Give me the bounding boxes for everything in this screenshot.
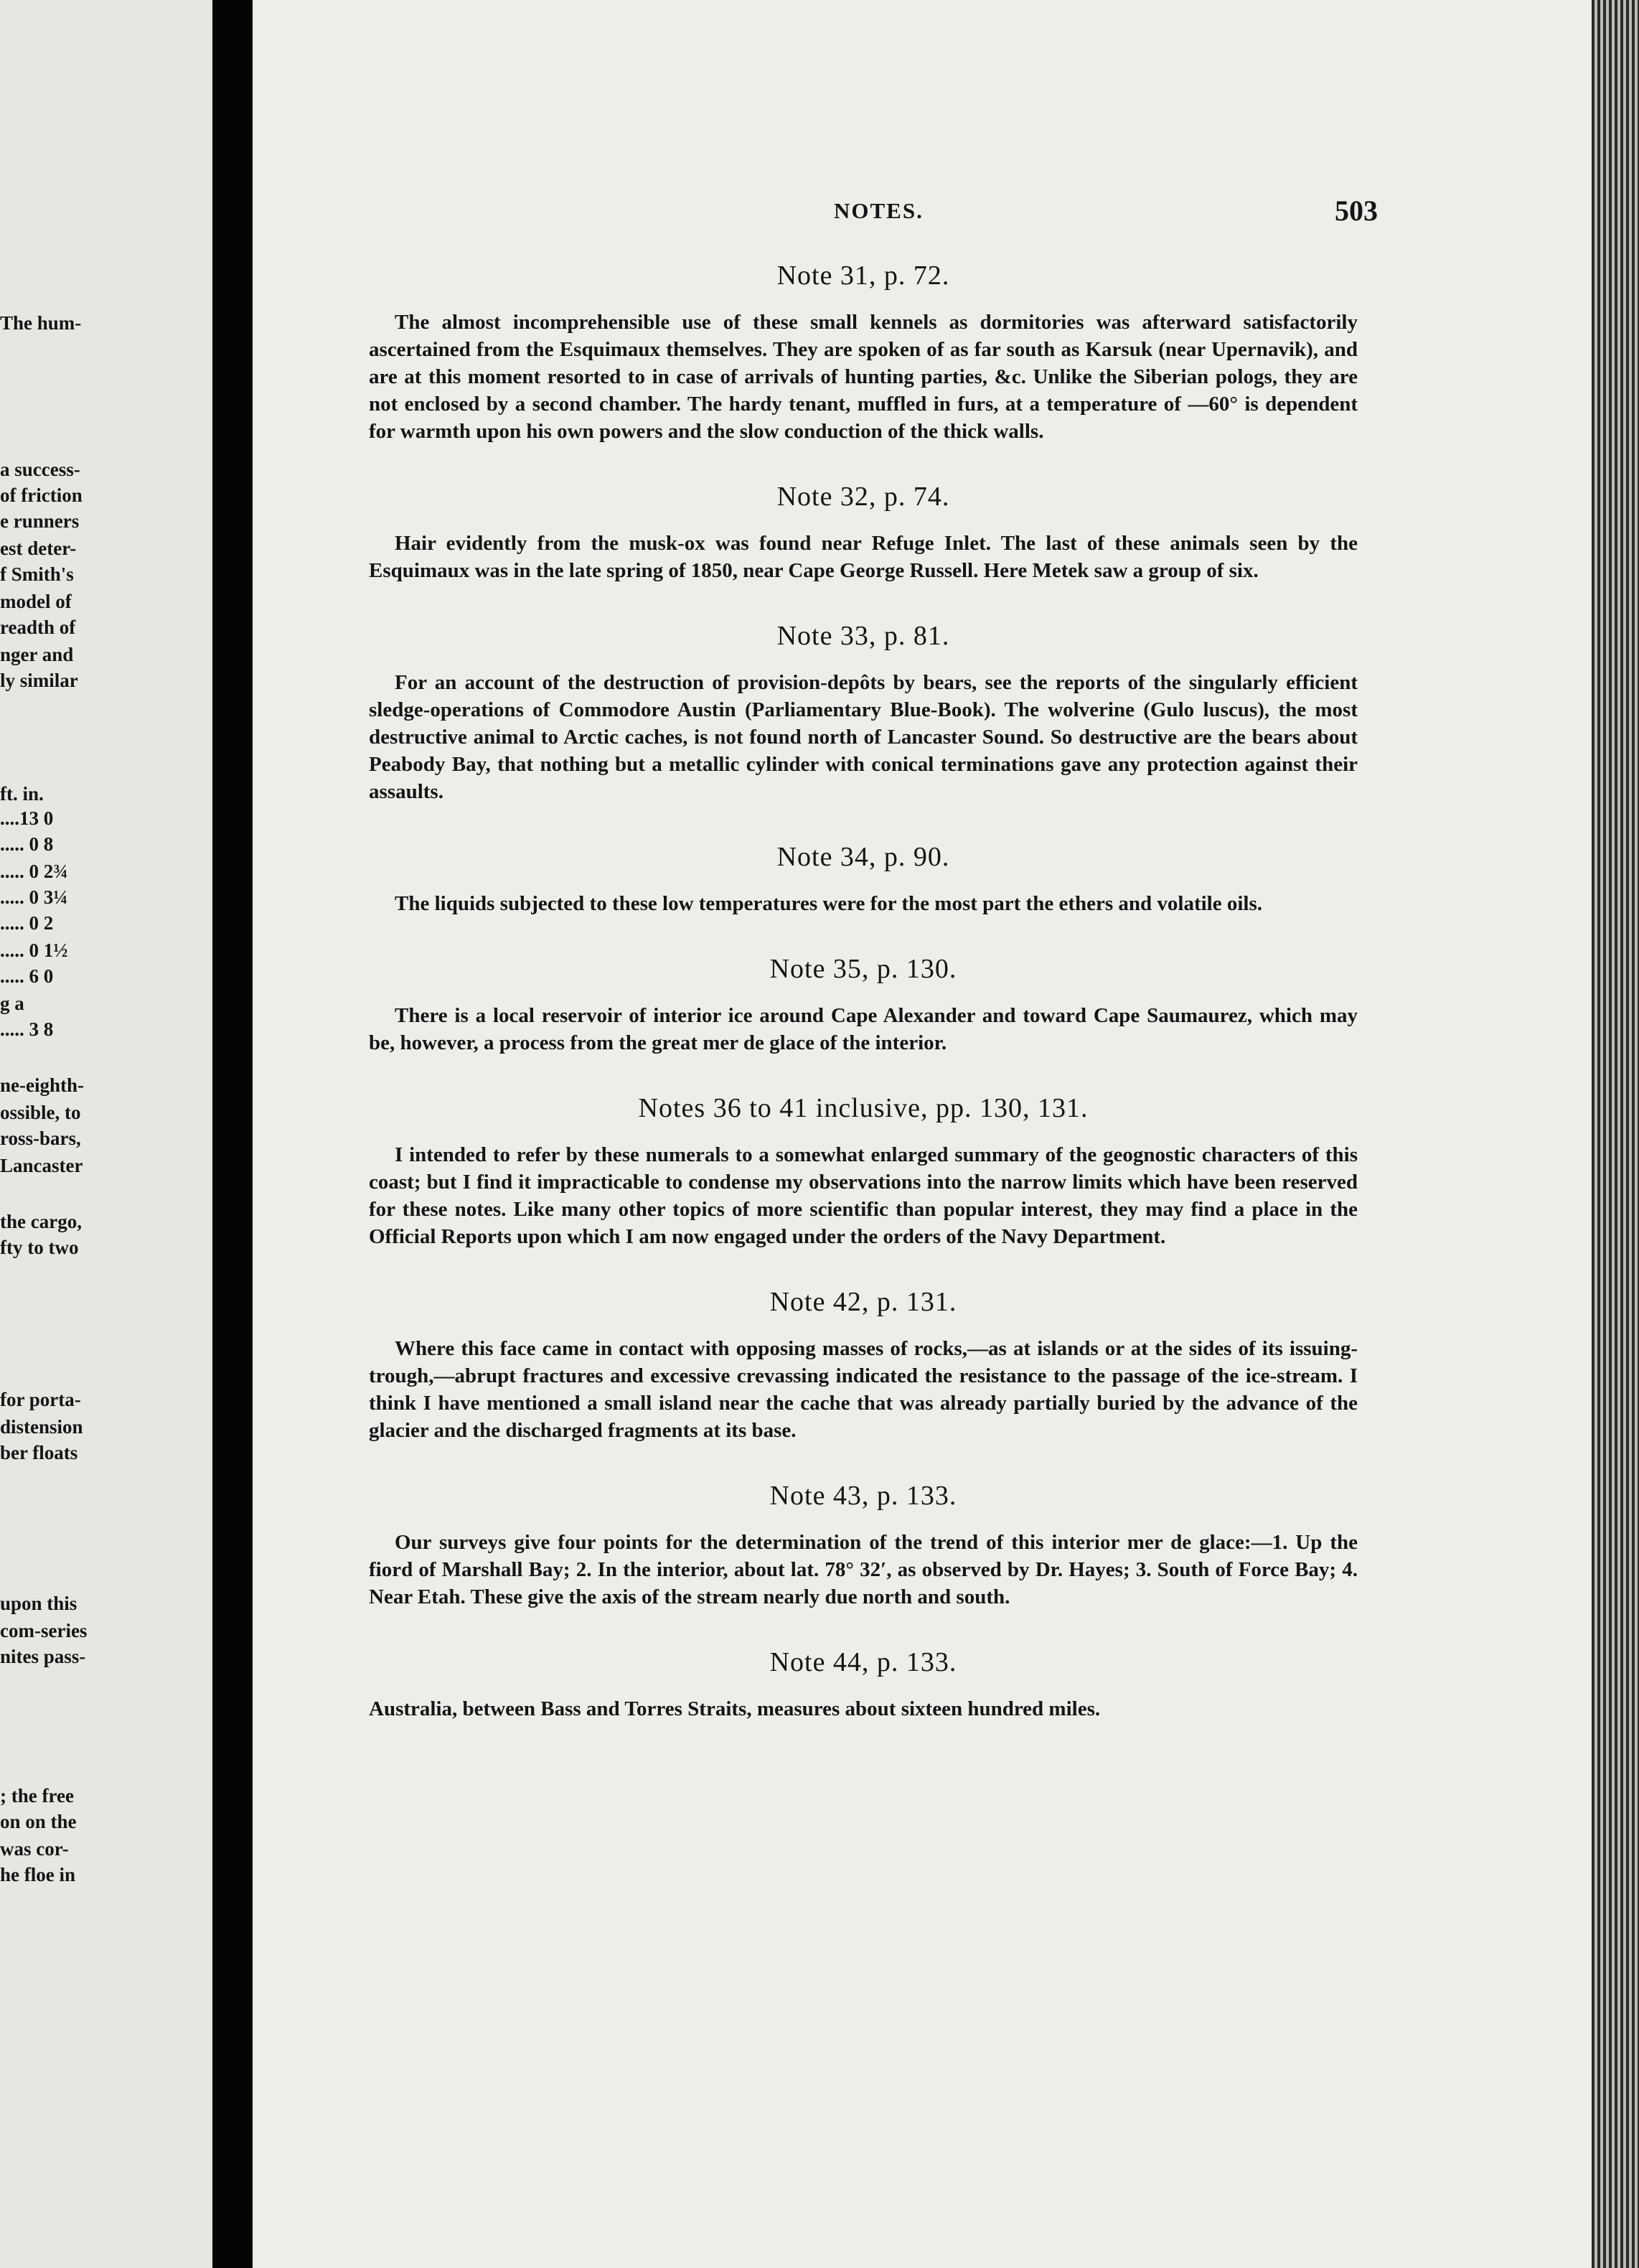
facing-page-text-fragment: ....13 0	[0, 807, 54, 829]
facing-page-text-fragment: ..... 0 1½	[0, 939, 68, 961]
note-heading: Note 31, p. 72.	[776, 261, 950, 291]
note-text: Where this face came in contact with opposing masses of rocks,—as at islands or at the sides of its issuing-trough,—abrupt fractures and excessive crevassing indicated the resistance to the passage of the ice-stream. I think I have mentioned a small island near the cache that was already partially buried by the advance of the glacier and the discharged fragments at its base.	[369, 1337, 1358, 1442]
note-heading: Note 43, p. 133.	[769, 1481, 957, 1511]
facing-page-text-fragment: readth of	[0, 617, 76, 638]
note-text: Hair evidently from the musk-ox was found near Refuge Inlet. The last of these animals seen by the Esquimaux was in the late spring of 1850, near Cape George Russell. Here Metek saw a group of six.	[369, 532, 1358, 582]
book-gutter	[212, 0, 253, 2268]
facing-page-text-fragment: g a	[0, 993, 24, 1014]
facing-page-text-fragment: ne-eighth-	[0, 1074, 84, 1096]
note-text: There is a local reservoir of interior ice around Cape Alexander and toward Cape Saumaurez, which may be, however, a process from the great mer de glace of the interior.	[369, 1004, 1358, 1054]
facing-page-text-fragment: of friction	[0, 484, 83, 506]
note-31	[369, 260, 1358, 445]
facing-page-text-fragment: Lancaster	[0, 1155, 83, 1176]
running-title: NOTES.	[834, 198, 924, 223]
facing-page-text-fragment: f Smith's	[0, 563, 74, 585]
facing-page-text-fragment: est deter-	[0, 538, 77, 559]
note-43	[369, 1480, 1358, 1611]
note-35	[369, 953, 1358, 1056]
note-32	[369, 481, 1358, 584]
facing-page-text-fragment: fty to two	[0, 1237, 79, 1258]
note-33	[369, 620, 1358, 805]
facing-page-text-fragment: the cargo,	[0, 1211, 82, 1232]
facing-page-text-fragment: ..... 0 2	[0, 912, 54, 934]
note-heading: Note 44, p. 133.	[769, 1647, 957, 1677]
page-edges	[1592, 0, 1639, 2268]
facing-page-text-fragment: ..... 0 3¼	[0, 886, 68, 908]
note-heading: Note 42, p. 131.	[769, 1287, 957, 1317]
facing-page-text-fragment: for porta-	[0, 1389, 81, 1410]
facing-page-text-fragment: ly similar	[0, 670, 78, 691]
facing-page-text-fragment: model of	[0, 591, 72, 612]
note-44	[369, 1646, 1358, 1723]
facing-page-text-fragment: on on the	[0, 1811, 77, 1832]
facing-page-text-fragment: nites pass-	[0, 1646, 86, 1667]
facing-page-text-fragment: a success-	[0, 459, 80, 480]
notes-36-41	[369, 1092, 1358, 1250]
note-text: The liquids subjected to these low temperatures were for the most part the ethers and volatile oils.	[395, 892, 1263, 915]
book-page	[253, 0, 1592, 2268]
note-42	[369, 1286, 1358, 1444]
note-text: I intended to refer by these numerals to a somewhat enlarged summary of the geognostic characters of this coast; but I find it impracticable to condense my observations into the narrow limits which have been reserved for these notes. Like many other topics of more scientific than popular interest, they may find a place in the Official Reports upon which I am now engaged under the orders of the Navy Department.	[369, 1143, 1358, 1248]
facing-page-fragment	[0, 0, 212, 2268]
facing-page-text-fragment: e runners	[0, 510, 80, 532]
facing-page-text-fragment: ft. in.	[0, 783, 44, 805]
facing-page-text-fragment: com-series	[0, 1620, 88, 1641]
facing-page-text-fragment: ossible, to	[0, 1102, 81, 1123]
facing-page-text-fragment: he floe in	[0, 1864, 75, 1885]
note-text: The almost incomprehensible use of these small kennels as dormitories was afterward satisfactorily ascertained from the Esquimaux themselves. They are spoken of as far south as Karsuk (near Upernavik), and are at this moment resorted to in case of arrivals of hunting parties, &c. Unlike the Siberian pologs, they are not enclosed by a second chamber. The hardy tenant, muffled in furs, at a temperature of —60° is dependent for warmth upon his own powers and the slow conduction of the thick walls.	[369, 311, 1358, 443]
facing-page-text-fragment: distension	[0, 1416, 83, 1438]
note-text: Australia, between Bass and Torres Straits, measures about sixteen hundred miles.	[369, 1697, 1101, 1720]
note-text: For an account of the destruction of provision-depôts by bears, see the reports of the singularly efficient sledge-operations of Commodore Austin (Parliamentary Blue-Book). The wolverine (Gulo luscus), the most destructive animal to Arctic caches, is not found north of Lancaster Sound. So destructive are the bears about Peabody Bay, that nothing but a metallic cylinder with conical terminations gave any protection against their assaults.	[369, 671, 1358, 803]
note-heading: Notes 36 to 41 inclusive, pp. 130, 131.	[638, 1093, 1089, 1123]
facing-page-text-fragment: ..... 3 8	[0, 1018, 54, 1040]
note-text: Our surveys give four points for the determination of the trend of this interior mer de glace:—1. Up the fiord of Marshall Bay; 2. In the interior, about lat. 78° 32′, as observed by Dr. Hayes; 3. South of Force Bay; 4. Near Etah. These give the axis of the stream nearly due north and south.	[369, 1531, 1358, 1608]
facing-page-text-fragment: ross-bars,	[0, 1128, 81, 1149]
facing-page-text-fragment: upon this	[0, 1593, 78, 1614]
note-heading: Note 35, p. 130.	[769, 954, 957, 984]
facing-page-text-fragment: The hum-	[0, 312, 82, 334]
note-heading: Note 33, p. 81.	[776, 621, 950, 651]
note-34	[369, 841, 1358, 917]
page-number: 503	[1335, 195, 1378, 227]
facing-page-text-fragment: ; the free	[0, 1785, 74, 1807]
facing-page-text-fragment: ..... 6 0	[0, 965, 54, 987]
facing-page-text-fragment: nger and	[0, 644, 74, 665]
facing-page-text-fragment: was cor-	[0, 1838, 69, 1860]
notes-content	[369, 260, 1358, 1758]
note-heading: Note 34, p. 90.	[776, 842, 950, 872]
facing-page-text-fragment: ..... 0 8	[0, 833, 54, 855]
facing-page-text-fragment: ..... 0 2¾	[0, 861, 68, 882]
facing-page-text-fragment: ber floats	[0, 1442, 78, 1463]
note-heading: Note 32, p. 74.	[776, 482, 950, 512]
